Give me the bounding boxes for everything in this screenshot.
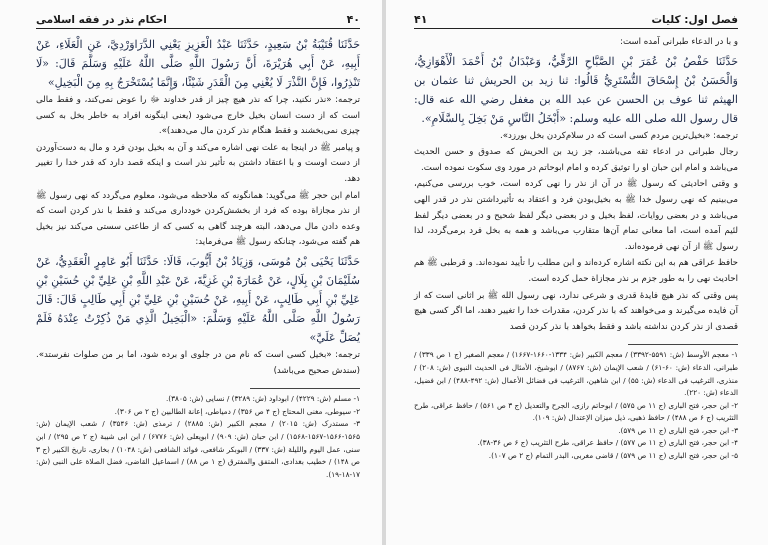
right-page: [386, 0, 768, 545]
running-title: فصل اول: کلیات: [651, 14, 738, 26]
running-title: احکام نذر در فقه اسلامی: [36, 14, 167, 26]
body-paragraph: و وقتی احادیثی که رسول ﷺ در آن از نذر را نهی کرده است، خوب بررسی می‌کنیم، می‌بینیم که نهی رسول خدا ﷺ به بخیل‌بودن فرد و اعتقاد به تأثیرداشتن نذر در قدر الهی می‌باشد و در بعضی روایات، لفظ بخیل و در بعضی دیگر لفظ شحیح و در بعضی دیگر لفظ لئیم آمده است، اما معانی تمام آن‌ها متقارب می‌باشد و همه به بخل فرد برمی‌گردد، لذا رسول ﷺ از آن نهی فرموده‌اند.: [414, 179, 738, 252]
left-page: [0, 0, 382, 545]
page-header: [36, 6, 360, 29]
footnote: ۴- ابن حجر، فتح الباری (ج ۱۱ ص ۵۷۷) / حافظ عراقی، طرح التثریب (ج ۶ ص ۳۶-۳۸).: [477, 438, 738, 448]
body-paragraph: رجال طبرانی در ادعاء ثقه می‌باشند، جز زید بن الحریش که صدوق و حسن الحدیث می‌باشد و امام ابن حبان او را توثیق کرده و امام ابوحاتم در مورد وی سکوت نموده است.: [414, 147, 738, 173]
page-number: ۴۰: [346, 13, 360, 26]
page-number: ۴۱: [414, 13, 428, 26]
footnote-divider: [628, 344, 738, 345]
footnotes: [36, 393, 360, 481]
body-paragraph: امام ابن حجر ﷺ می‌گوید: همانگونه که ملاحظه می‌شود، معلوم می‌گردد که نهی رسول ﷺ از نذر مجازاة بوده که فرد از بخشش‌کردن خودداری می‌کند و فقط با نذر کردن است که وعده دادن مال می‌دهد، البته هرچند گاهی به کسی که از طاعتی سستی می‌کند نیز بخیل هم گفته می‌شود، چنانکه رسول ﷺ می‌فرماید:: [36, 190, 360, 248]
translation-paragraph: ترجمه: «نذر نکنید، چرا که نذر هیچ چیز از قدر خداوند ﷻ را عوض نمی‌کند، و فقط مالی است که از دست انسان بخیل خارج می‌شود (یعنی اینگونه افراد به خاطر بخل به کسی چیزی نمی‌بخشند و فقط هنگام نذر کردن مال می‌دهند)».: [36, 95, 360, 137]
footnotes: [414, 349, 738, 462]
footnote: ۲- سیوطی، مغنی المحتاج (ج ۴ ص ۳۵۶) / دمیاطی، إعانة الطالبین (ج ۲ ص ۳۰۶).: [114, 406, 360, 416]
footnote-divider: [250, 388, 360, 389]
page-header: [414, 6, 738, 29]
hadith-text: حَدَّثَنَا يَحْيَى بْنُ مُوسَى، وَزِيَادُ بْنُ أَيُّوبَ، قَالَا: حَدَّثَنَا أَبُو عَامِرٍ الْعَقَدِيُّ، عَنْ سُلَيْمَانَ بْنِ بِلَالٍ، عَنْ عُمَارَةَ بْنِ غَزِيَّةَ، عَنْ عَبْدِ اللَّهِ بْنِ عَلِيِّ بْنِ حُسَيْنِ بْنِ عَلِيِّ بْنِ أَبِي طَالِبٍ، عَنْ أَبِيهِ، عَنْ حُسَيْنِ بْنِ عَلِيِّ بْنِ أَبِي طَالِبٍ قَالَ: قَالَ رَسُولُ اللَّهِ صَلَّى اللَّهُ عَلَيْهِ وَسَلَّمَ: «الْبَخِيلُ الَّذِي مَنْ ذُكِرْتُ عِنْدَهُ فَلَمْ يُصَلِّ عَلَيَّ»: [36, 254, 360, 344]
footnote: ۲- ابن حجر، فتح الباری (ج ۱۱ ص ۵۷۵) / ابوحاتم رازی، الجرح والتعدیل (ج ۳ ص ۵۶۱) / حافظ عراقی، طرح التثریب (ج ۶ ص ۴۸۸) / حافظ ذهبی، ذیل میزان الإعتدال (ش: ۱۰۹).: [414, 400, 738, 423]
page-body: [36, 35, 360, 379]
footnote: ۳- مستدرک (ش: ۲۰۱۵) / معجم الکبیر (ش: ۲۸۸۵) / ترمذی (ش: ۳۵۴۶) / شعب الإیمان (ش: ۱۵۶۵-۱۵۶۶-۱۵۶۷-۱۵۶۸) / ابن حبان (ش: ۹۰۹) / ابویعلی (ش: ۶۷۷۶) / ابن ابی شیبة (ج ۲ ص ۲۹۵) / ابن سنی، عمل الیوم واللیلة (ش: ۳۳۷) / البوبکر شافعی، فوائد الشافعی (ش: ۱۰۴۸) / بخاری، تاریخ الکبیر (ج ۳ ص ۱۴۸) / خطیب بغدادی، المتفق والمفترق (ج ۱ ص ۸۸) / اسماعیل القاضی، فضل الصلاة علی النبی (ش: ۱۷-۱۸-۱۹).: [36, 419, 361, 479]
body-paragraph: و با در الدعاء طبرانی آمده است:: [620, 37, 738, 47]
page-body: [414, 35, 738, 335]
footnote: ۳- ابن حجر، فتح الباری (ج ۱۱ ص ۵۷۹).: [618, 425, 738, 435]
body-paragraph: حافظ عراقی هم به این نکته اشاره کرده‌اند و ابن مطلب را تأیید نموده‌اند. و قرطبی ﷺ هم احادیث نهی را به طور جزم بر نذر مجازاة حمل کرده است.: [414, 258, 738, 284]
translation-paragraph: ترجمه: «بخیل‌ترین مردم کسی است که در سلام‌کردن بخل بورزد».: [500, 130, 738, 141]
hadith-text: حَدَّثَنَا قُتَيْبَةُ بْنُ سَعِيدٍ، حَدَّثَنَا عَبْدُ الْعَزِيزِ يَعْنِي الدَّرَاوَرْدِيَّ، عَنِ الْعَلَاءِ، عَنْ أَبِيهِ، عَنْ أَبِي هُرَيْرَةَ، أَنَّ رَسُولَ اللَّهِ صَلَّى اللَّهُ عَلَيْهِ وَسَلَّمَ قَالَ: «لَا تَنْذِرُوا، فَإِنَّ النَّذْرَ لَا يُغْنِي مِنَ الْقَدَرِ شَيْئًا، وَإِنَّمَا يُسْتَخْرَجُ بِهِ مِنَ الْبَخِيلِ»: [36, 38, 360, 89]
body-paragraph: و پیامبر ﷺ در اینجا به علت نهی اشاره می‌کند و آن به بخیل بودن فرد و مال به دست‌آوردن از دست اوست و با اعتقاد داشتن به تأثیر نذر است و اینکه قصد دارد که قدر خدا را تغییر دهد.: [36, 142, 360, 184]
translation-paragraph: ترجمه: «بخیل کسی است که نام من در جلوی او برده شود، اما بر من صلوات نفرستد». (سندش صحیح می‌باشد): [36, 349, 360, 376]
body-paragraph: پس وقتی که نذر هیچ فایدهٔ قدری و شرعی ندارد، نهی رسول الله ﷺ بر اثانی است که از آن فایده می‌گیرند و می‌خواهند که با نذر کردن، مقدرات خدا را تغییر دهند، اما اگر کسی هیچ قصدی از نذر کردن نداشته باشد و فقط بخواهد با نذر کردن قصد: [414, 290, 738, 332]
footnote: ۵- ابن حجر، فتح الباری (ج ۱۱ ص ۵۷۹) / قاضی مغربی، البدر التمام (ج ۲ ص ۱۰۷).: [488, 451, 738, 461]
hadith-text: حَدَّثَنَا حَفْصُ بْنُ عُمَرَ بْنِ الصَّبَّاحِ الرَّقِّيُّ، وَعَبْدَانُ بْنُ أَحْمَدَ الْأَهْوَازِيُّ، وَالْحَسَنُ بْنُ إِسْحَاقَ التُّسْتَرِيُّ قَالُوا: ثنا زيد بن الحريش ثنا عثمان بن الهيثم ثنا عوف بن الحسن عن عبد الله بن مغفل رضي الله عنه قال: قال رسول الله صلى الله عليه وسلم: «أَبْخَلُ النَّاسِ مَنْ بَخِلَ بِالسَّلَامِ».: [414, 54, 738, 125]
footnote: ۱- مسلم (ش: ۴۲۲۹) / ابوداود (ش: ۳۲۸۹) / نسایی (ش: ۳۸۰۵).: [165, 394, 360, 404]
footnote: ۱- معجم الأوسط (ش: ۵۵۹۱-۳۳۹۲) / معجم الکبیر (ش: ۱۳۳۴-۱۶۶۰-۱۶۶۷) / معجم الصغیر (ج ۱ ص ۳۳۹) / طبرانی، الدعاء (ش: ۶۰-۶۱) / شعب الإیمان (ش: ۸۷۶۷) / ابوشیخ، الأمثال فی الحدیث النبوی (ش: ۲۰۸) / منذری، الترغیب فی الدعاء (ش: ۵۵) / ابن شاهین، الترغیب فی فضائل الأعمال (ش: ۴۹۲-۴۸۸) / ابن فضیل، الدعاء (ش: ۲۲۰).: [414, 350, 739, 398]
